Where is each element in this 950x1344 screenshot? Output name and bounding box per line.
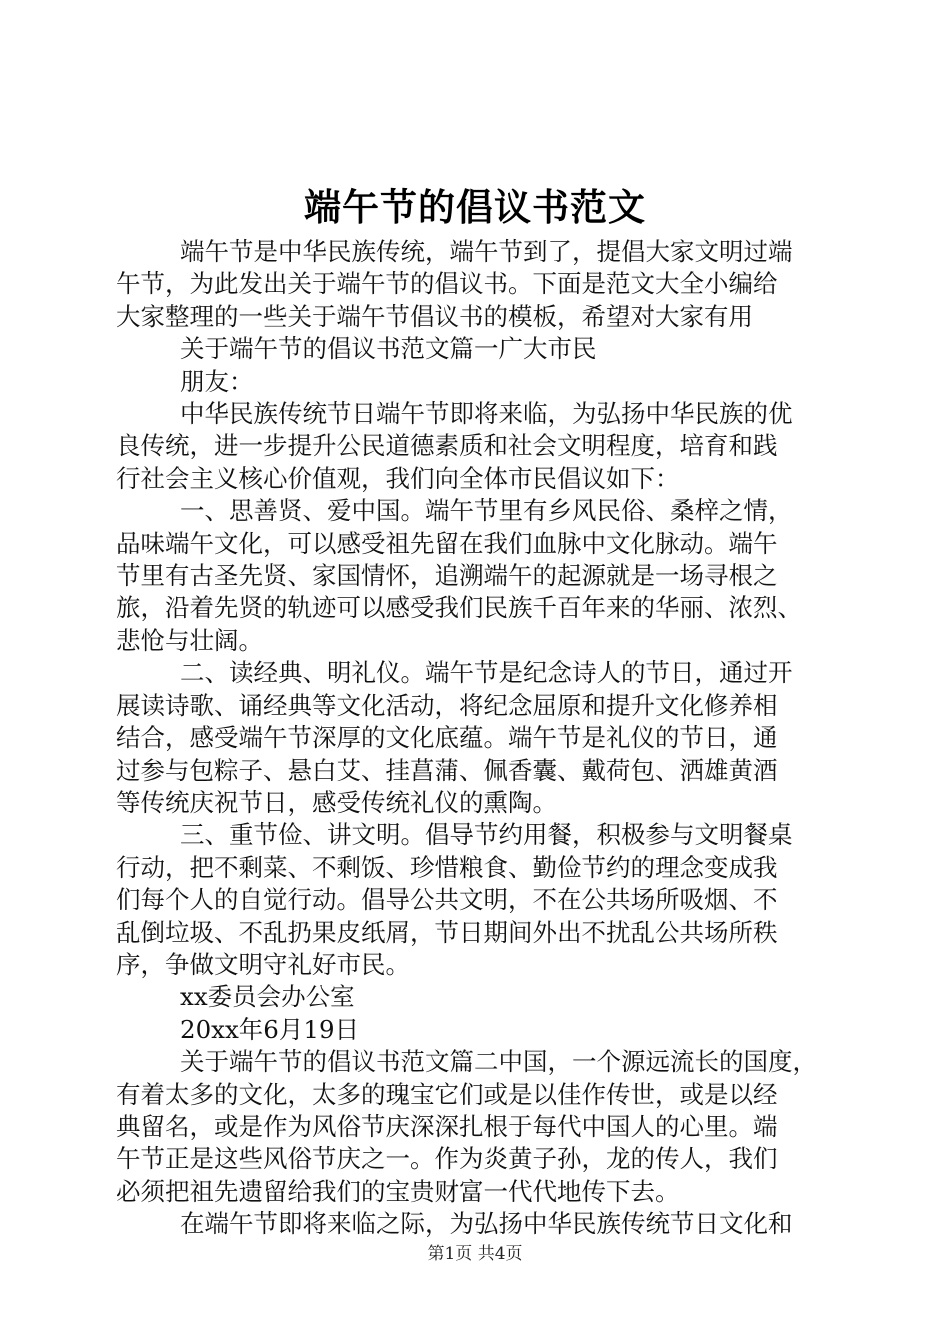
paragraph [116, 236, 836, 333]
text-line: 节里有古圣先贤、家国情怀，追溯端午的起源就是一场寻根之 [116, 561, 778, 591]
text-line: 序，争做文明守礼好市民。 [116, 949, 410, 979]
page-footer: 第1页 共4页 [427, 1244, 523, 1264]
document-title: 端午节的倡议书范文 [304, 185, 646, 229]
text-line: 必须把祖先遗留给我们的宝贵财富一代代地传下去。 [116, 1176, 680, 1206]
text-line: 结合，感受端午节深厚的文化底蕴。端午节是礼仪的节日，通 [116, 723, 778, 753]
paragraph [116, 495, 836, 657]
text-line: 午节正是这些风俗节庆之一。作为炎黄子孙，龙的传人，我们 [116, 1144, 778, 1174]
document-body [116, 236, 836, 1241]
text-line: 行动，把不剩菜、不剩饭、珍惜粮食、勤俭节约的理念变成我 [116, 852, 778, 882]
text-line: 二、读经典、明礼仪。端午节是纪念诗人的节日，通过开 [180, 658, 793, 688]
paragraph [116, 1208, 836, 1240]
text-line: 良传统，进一步提升公民道德素质和社会文明程度，培育和践 [116, 431, 778, 461]
text-line: 典留名，或是作为风俗节庆深深扎根于每代中国人的心里。端 [116, 1111, 778, 1141]
paragraph [116, 819, 836, 981]
paragraph [116, 981, 836, 1013]
text-line: 乱倒垃圾、不乱扔果皮纸屑，节日期间外出不扰乱公共场所秩 [116, 917, 778, 947]
text-line: 等传统庆祝节日，感受传统礼仪的熏陶。 [116, 787, 557, 817]
text-line: 过参与包粽子、悬白艾、挂菖蒲、佩香囊、戴荷包、洒雄黄酒 [116, 755, 778, 785]
text-line: 悲怆与壮阔。 [116, 625, 263, 655]
paragraph [116, 657, 836, 819]
text-line: 展读诗歌、诵经典等文化活动，将纪念屈原和提升文化修养相 [116, 690, 778, 720]
paragraph [116, 398, 836, 495]
text-line: 品味端午文化，可以感受祖先留在我们血脉中文化脉动。端午 [116, 528, 778, 558]
text-line: 朋友： [180, 366, 254, 396]
text-line: 20xx年6月19日 [180, 1014, 360, 1044]
text-line: 三、重节俭、讲文明。倡导节约用餐，积极参与文明餐桌 [180, 820, 793, 850]
text-line: 们每个人的自觉行动。倡导公共文明，不在公共场所吸烟、不 [116, 885, 778, 915]
paragraph [116, 366, 836, 398]
text-line: 午节，为此发出关于端午节的倡议书。下面是范文大全小编给 [116, 269, 778, 299]
text-line: 大家整理的一些关于端午节倡议书的模板，希望对大家有用 [116, 301, 753, 331]
text-line: 关于端午节的倡议书范文篇二中国，一个源远流长的国度， [180, 1047, 817, 1077]
text-line: 关于端午节的倡议书范文篇一广大市民 [180, 334, 597, 364]
text-line: 中华民族传统节日端午节即将来临，为弘扬中华民族的优 [180, 399, 793, 429]
text-line: xx委员会办公室 [180, 982, 355, 1012]
text-line: 在端午节即将来临之际，为弘扬中华民族传统节日文化和 [180, 1209, 793, 1239]
text-line: 行社会主义核心价值观，我们向全体市民倡议如下： [116, 463, 680, 493]
text-line: 一、思善贤、爱中国。端午节里有乡风民俗、桑梓之情， [180, 496, 793, 526]
paragraph [116, 333, 836, 365]
text-line: 旅，沿着先贤的轨迹可以感受我们民族千百年来的华丽、浓烈、 [116, 593, 802, 623]
paragraph [116, 1046, 836, 1208]
text-line: 端午节是中华民族传统，端午节到了，提倡大家文明过端 [180, 237, 793, 266]
text-line: 有着太多的文化，太多的瑰宝它们或是以佳作传世，或是以经 [116, 1079, 778, 1109]
paragraph [116, 1014, 836, 1046]
